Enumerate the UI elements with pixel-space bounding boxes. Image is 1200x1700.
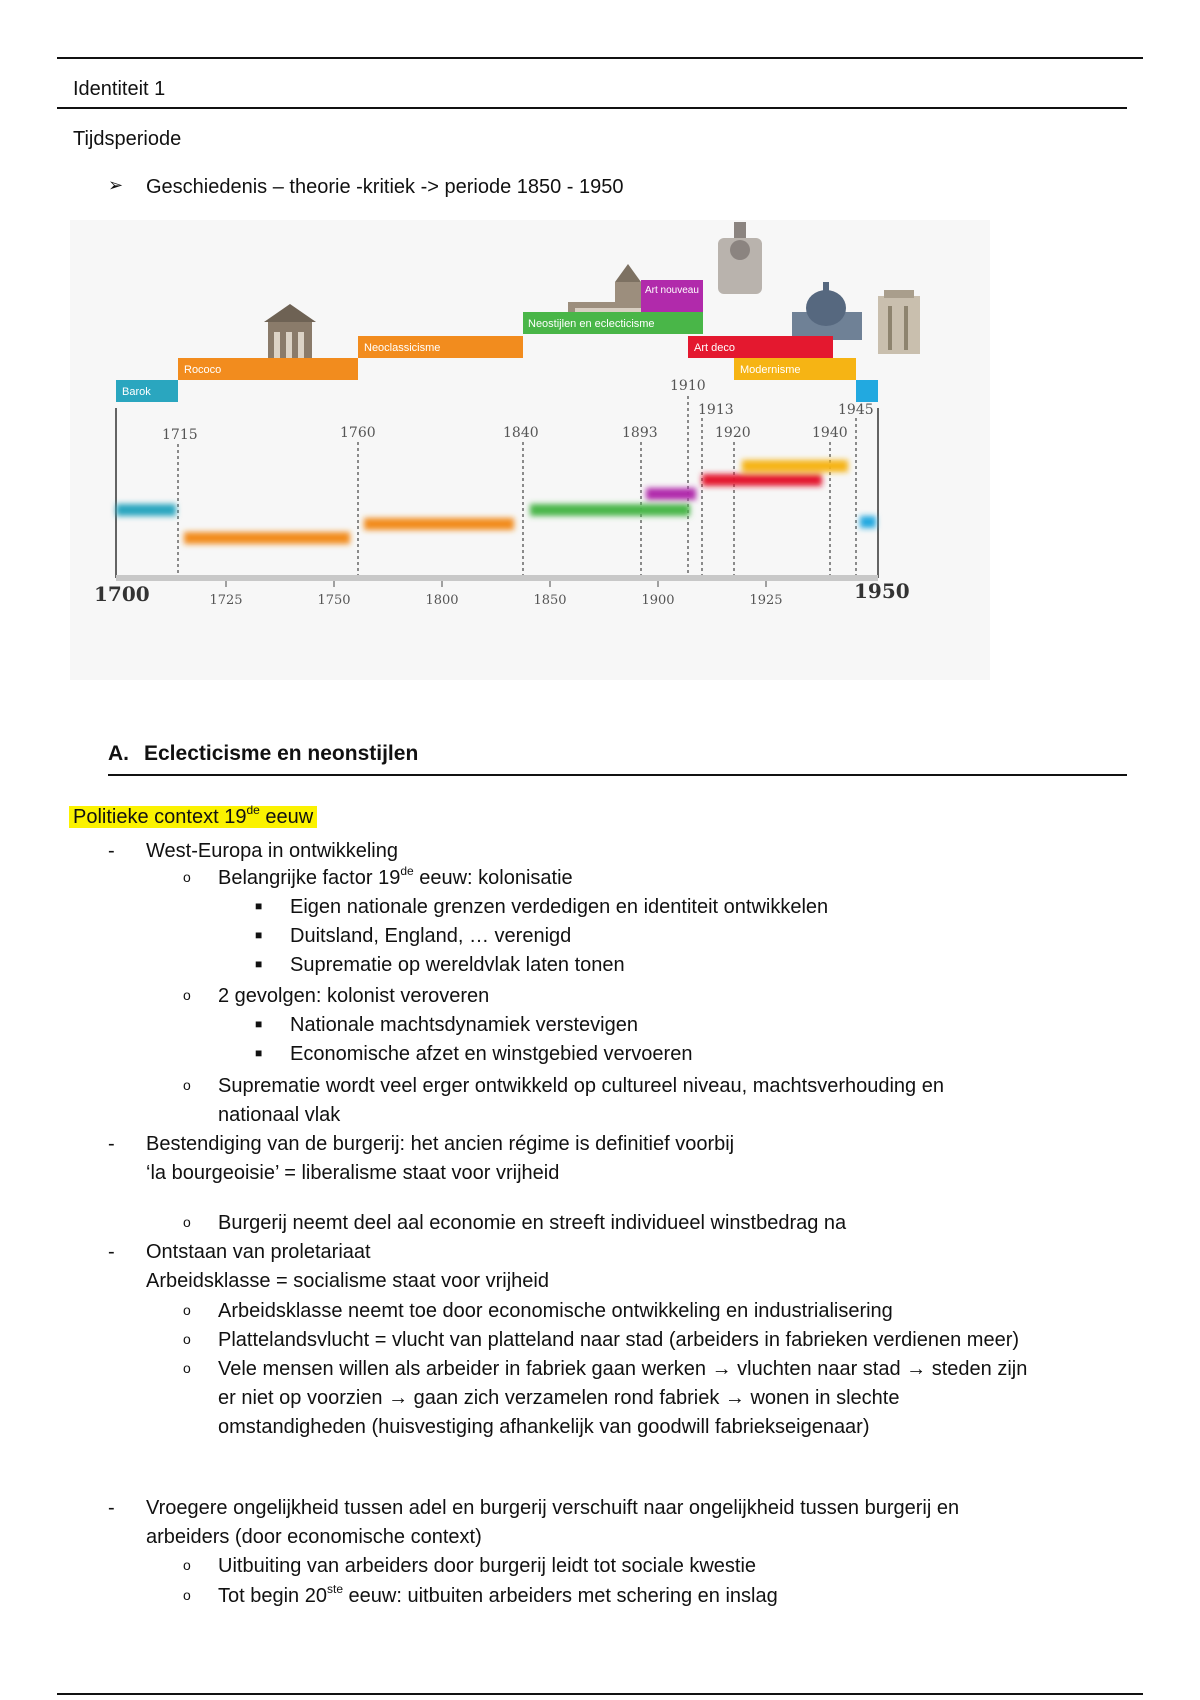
list-item: West-Europa in ontwikkeling — [146, 840, 398, 862]
list-item: Bestendiging van de burgerij: het ancien régime is definitief voorbij — [146, 1133, 735, 1155]
label-barok: Barok — [122, 386, 151, 398]
context-heading-text: Politieke context 19 — [73, 806, 247, 828]
list-item-continuation: nationaal vlak — [218, 1104, 341, 1126]
arrow-item: Geschiedenis – theorie -kritiek -> periode 1850 - 1950 — [146, 176, 624, 198]
label-rococo: Rococo — [184, 364, 222, 376]
bottom-rule — [57, 1693, 1143, 1695]
circle-bullet: o — [183, 1331, 191, 1347]
list-item: 2 gevolgen: kolonist veroveren — [218, 985, 490, 1007]
band-modernisme — [742, 460, 848, 472]
tick-1725: 1725 — [209, 593, 243, 608]
list-item: Burgerij neemt deel aal economie en streeft individueel winstbedrag na — [218, 1212, 847, 1234]
circle-bullet: o — [183, 1214, 191, 1230]
band-art-nouveau — [646, 488, 696, 500]
tick-1900: 1900 — [641, 593, 675, 608]
list-item-text: eeuw: uitbuiten arbeiders met schering en inslag — [343, 1585, 778, 1607]
list-item: Eigen nationale grenzen verdedigen en identiteit ontwikkelen — [290, 896, 829, 918]
context-heading — [69, 804, 317, 830]
list-item-continuation: ‘la bourgeoisie’ = liberalisme staat voor vrijheid — [146, 1162, 560, 1184]
header-title: Identiteit 1 — [73, 78, 166, 100]
label-neoclassicisme: Neoclassicisme — [364, 342, 441, 354]
header-underline — [57, 107, 1127, 109]
list-item: Nationale machtsdynamiek verstevigen — [290, 1014, 638, 1036]
list-item: Vele mensen willen als arbeider in fabriek gaan werken → vluchten naar stad → steden zijn — [218, 1358, 1028, 1380]
list-item-continuation: Arbeidsklasse = socialisme staat voor vrijheid — [146, 1270, 549, 1292]
list-item: Arbeidsklasse neemt toe door economische ontwikkeling en industrialisering — [218, 1300, 893, 1322]
year-1893: 1893 — [622, 425, 658, 441]
list-item: Duitsland, England, … verenigd — [290, 925, 572, 947]
axis-end-year: 1950 — [854, 579, 910, 603]
year-1913: 1913 — [698, 402, 734, 418]
circle-bullet: o — [183, 987, 191, 1003]
square-bullet: ■ — [255, 957, 263, 971]
year-1715: 1715 — [162, 427, 198, 443]
label-modernisme: Modernisme — [740, 364, 801, 376]
circle-bullet: o — [183, 1360, 191, 1376]
list-item-text: eeuw: kolonisatie — [413, 867, 573, 889]
label-bar-contemporary — [856, 380, 878, 402]
circle-bullet: o — [183, 1587, 191, 1603]
top-rule — [57, 57, 1143, 59]
tick-1850: 1850 — [533, 593, 567, 608]
list-item: Suprematie wordt veel erger ontwikkeld op cultureel niveau, machtsverhouding en — [218, 1075, 944, 1097]
list-item: Vroegere ongelijkheid tussen adel en burgerij verschuift naar ongelijkheid tussen burgerij en — [146, 1497, 960, 1519]
tick-1925: 1925 — [749, 593, 783, 608]
list-item — [218, 1582, 778, 1607]
timeline-figure — [70, 220, 990, 680]
arrow-bullet-icon: ➢ — [108, 175, 124, 195]
section-title: Eclecticisme en neonstijlen — [144, 742, 419, 765]
tick-1800: 1800 — [425, 593, 459, 608]
label-neostijlen: Neostijlen en eclecticisme — [528, 318, 655, 330]
axis-bar — [116, 575, 878, 581]
list-item-sup: ste — [326, 1582, 343, 1596]
list-item-continuation: omstandigheden (huisvestiging afhankelijk van goodwill fabriekseigenaar) — [218, 1416, 870, 1438]
section-heading — [108, 742, 418, 766]
section-letter: A. — [108, 742, 129, 765]
list-item: Economische afzet en winstgebied vervoeren — [290, 1043, 693, 1065]
label-art-nouveau: Art nouveau — [645, 285, 699, 296]
band-barok — [116, 504, 176, 516]
list-item: Plattelandsvlucht = vlucht van platteland naar stad (arbeiders in fabrieken verdienen meer) — [218, 1329, 1020, 1351]
axis-start-year: 1700 — [94, 582, 150, 606]
section-underline — [108, 774, 1127, 776]
list-item-sup: de — [400, 864, 414, 878]
list-item: Ontstaan van proletariaat — [146, 1241, 371, 1263]
year-1945: 1945 — [838, 402, 874, 418]
square-bullet: ■ — [255, 1046, 263, 1060]
list-item-text: Belangrijke factor 19 — [218, 867, 401, 889]
context-heading-suffix: eeuw — [259, 806, 314, 828]
year-1760: 1760 — [340, 425, 376, 441]
timeline-background — [70, 220, 990, 680]
dash-bullet: - — [108, 840, 115, 862]
dash-bullet: - — [108, 1133, 115, 1155]
subtitle: Tijdsperiode — [73, 128, 182, 150]
circle-bullet: o — [183, 869, 191, 885]
circle-bullet: o — [183, 1557, 191, 1573]
building-modernisme-icon — [878, 290, 920, 354]
square-bullet: ■ — [255, 1017, 263, 1031]
year-1910: 1910 — [670, 378, 706, 394]
band-neostijlen — [530, 504, 690, 516]
square-bullet: ■ — [255, 899, 263, 913]
label-art-deco: Art deco — [694, 342, 735, 354]
dash-bullet: - — [108, 1497, 115, 1519]
list-item-text: Tot begin 20 — [218, 1585, 327, 1607]
circle-bullet: o — [183, 1077, 191, 1093]
list-item-continuation: arbeiders (door economische context) — [146, 1526, 482, 1548]
circle-bullet: o — [183, 1302, 191, 1318]
band-contemporary — [860, 516, 876, 528]
year-1940: 1940 — [812, 425, 848, 441]
band-art-deco — [702, 474, 822, 486]
list-item: Uitbuiting van arbeiders door burgerij leidt tot sociale kwestie — [218, 1555, 757, 1577]
list-item — [218, 864, 573, 889]
year-1840: 1840 — [503, 425, 539, 441]
context-heading-sup: de — [246, 803, 260, 817]
tick-1750: 1750 — [317, 593, 351, 608]
list-item-continuation: er niet op voorzien → gaan zich verzamelen rond fabriek → wonen in slechte — [218, 1387, 900, 1409]
year-1920: 1920 — [715, 425, 751, 441]
dash-bullet: - — [108, 1241, 115, 1263]
list-item: Suprematie op wereldvlak laten tonen — [290, 954, 625, 976]
band-rococo — [184, 532, 350, 544]
square-bullet: ■ — [255, 928, 263, 942]
band-neoclassicisme — [364, 518, 514, 530]
